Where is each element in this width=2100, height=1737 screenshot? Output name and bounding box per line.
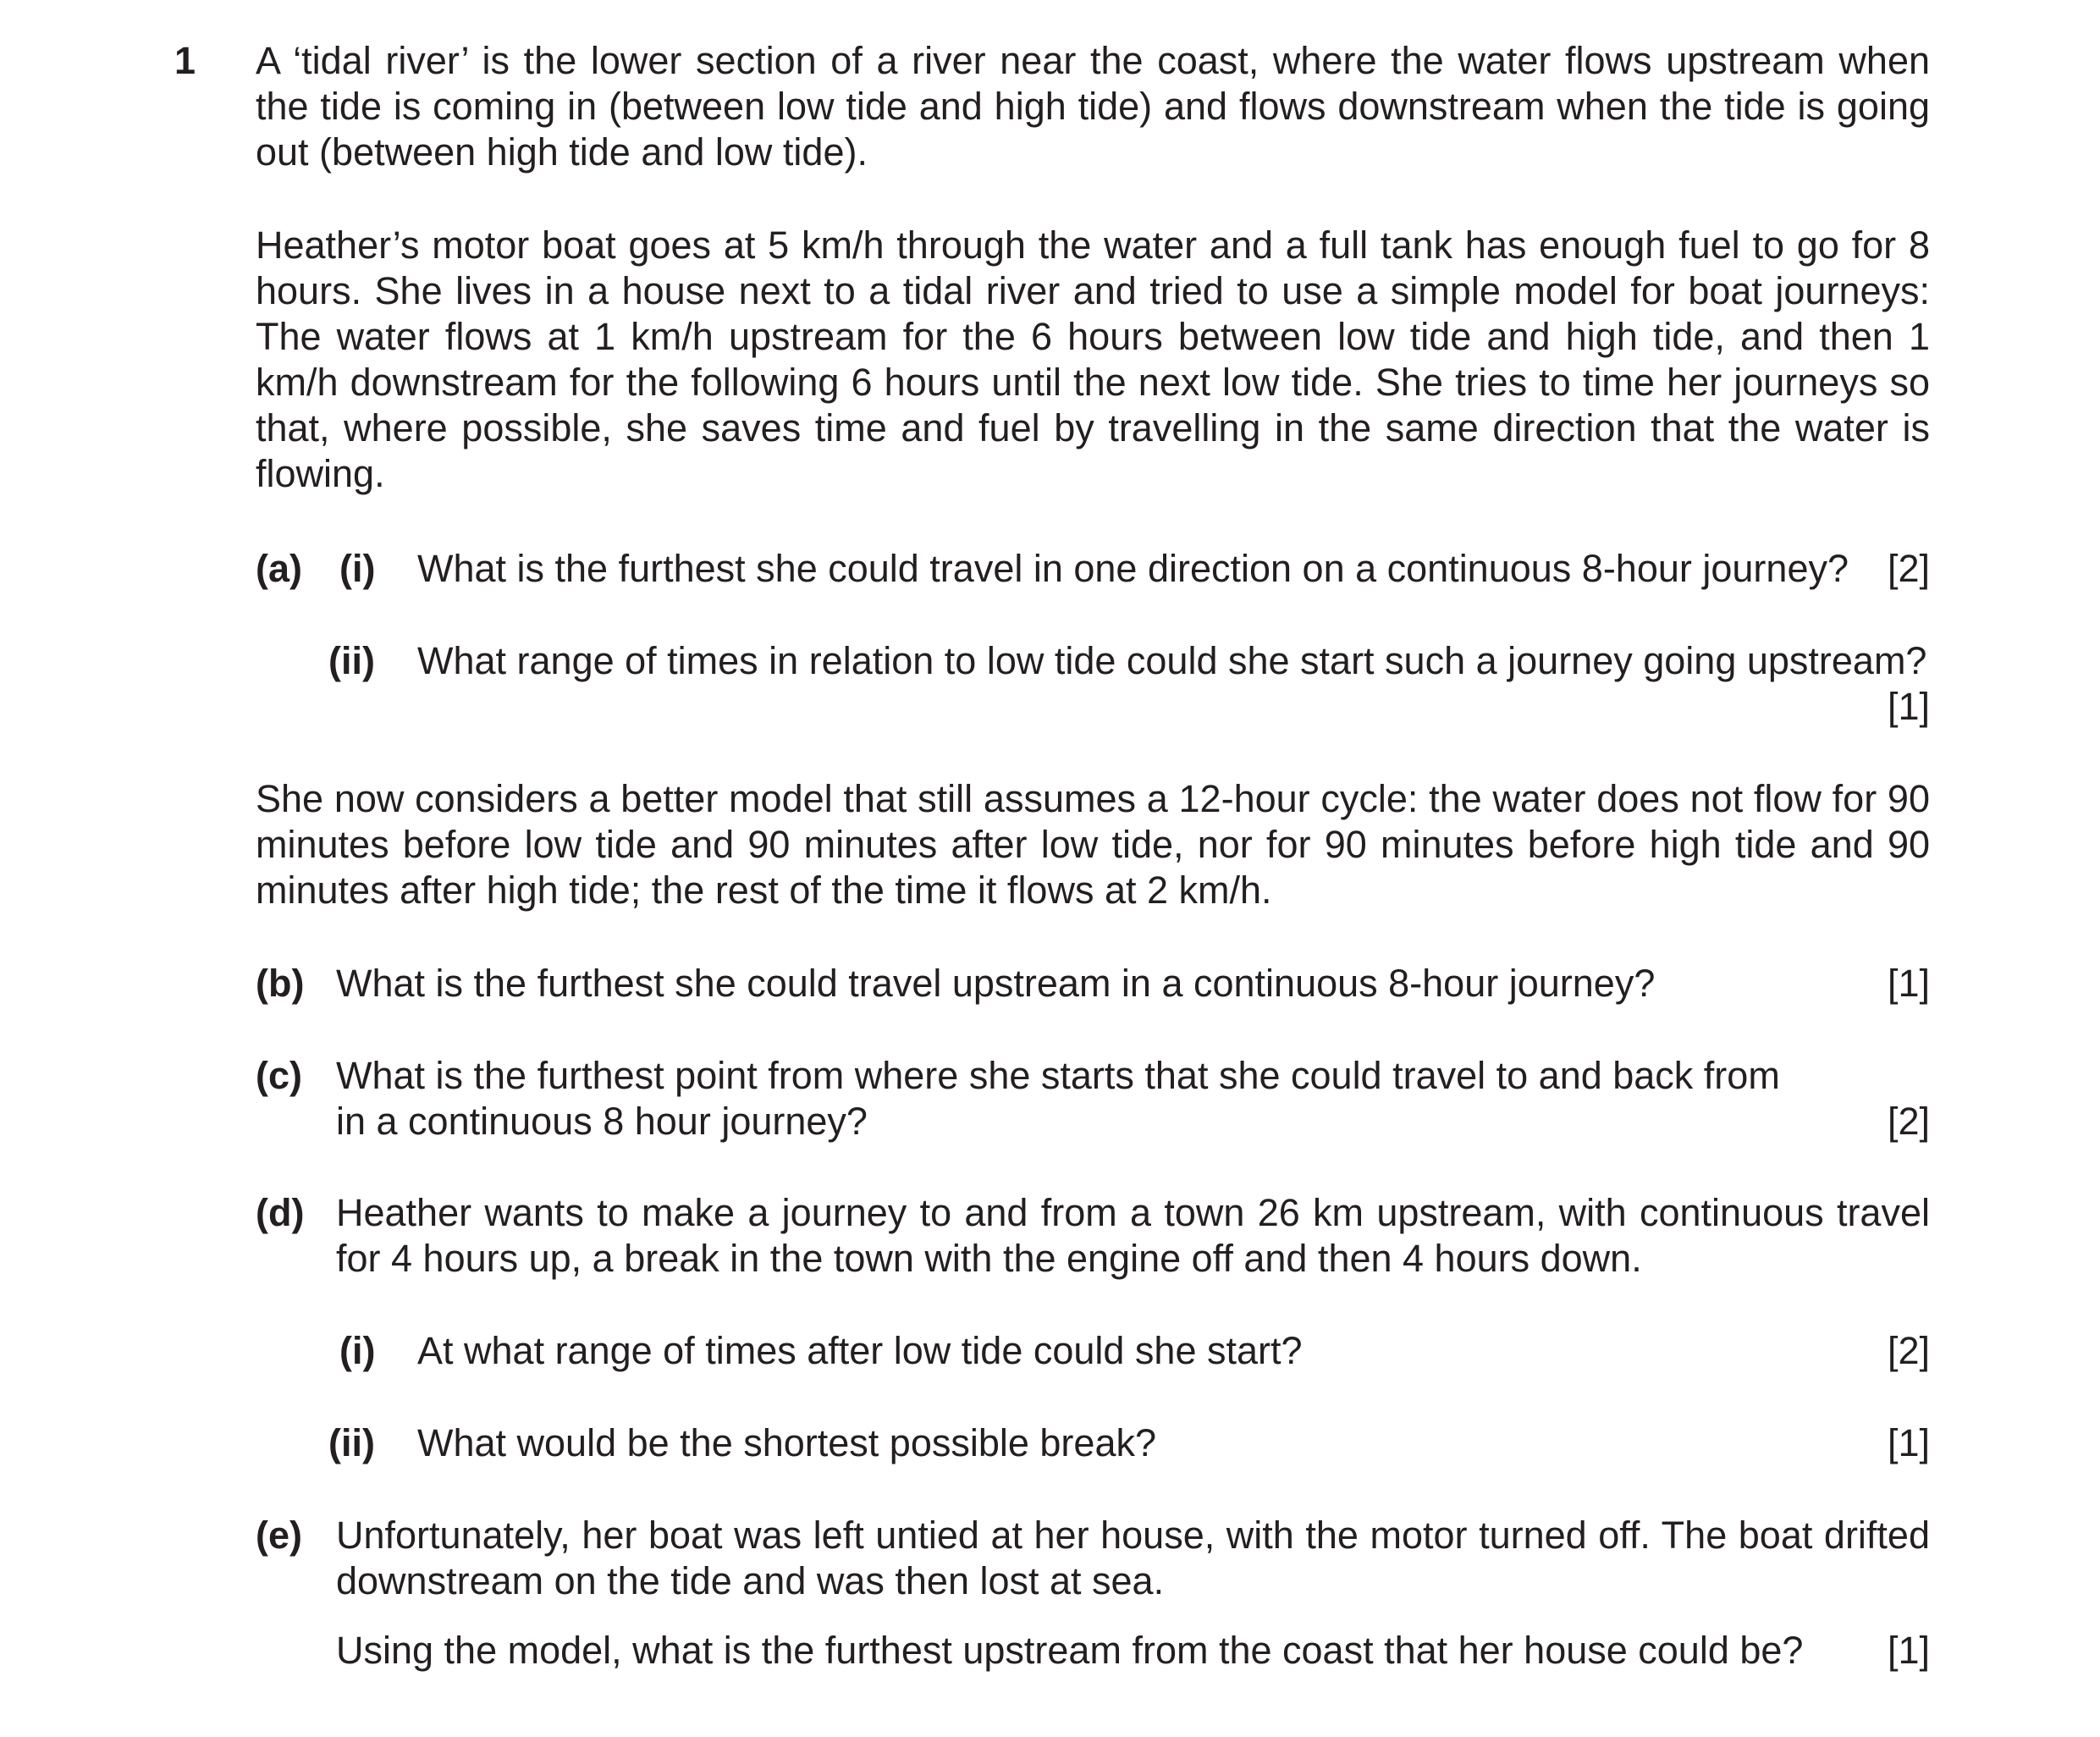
part-e-text: Unfortunately, her boat was left untied at her house, with the motor turned off. The boat drifted downstream on the tide and was then lost at sea. <box>336 1514 1930 1602</box>
part-d-i-text: At what range of times after low tide could she start? <box>417 1329 1303 1372</box>
part-a-ii-marks: [1] <box>1887 685 1930 728</box>
part-b-label: (b) <box>256 962 305 1005</box>
question-number: 1 <box>174 39 196 82</box>
part-d-i-marks: [2] <box>1887 1329 1930 1372</box>
part-c-marks: [2] <box>1887 1100 1930 1143</box>
part-a-i-text: What is the furthest she could travel in one direction on a continuous 8-hour journey? <box>417 547 1849 590</box>
part-a-ii-text: What range of times in relation to low tide could she start such a journey going upstream? <box>417 639 1927 682</box>
intro-paragraph: A ‘tidal river’ is the lower section of a river near the coast, where the water flows upstream when the tide is coming in (between low tide and high tide) and flows downstream when the tide is going out (between high tide and low tide). <box>256 39 1930 174</box>
part-b-marks: [1] <box>1887 962 1930 1005</box>
part-a-ii-label: (ii) <box>328 639 375 682</box>
model-two-paragraph: She now considers a better model that still assumes a 12-hour cycle: the water does not flow for 90 minutes before low tide and 90 minutes after low tide, nor for 90 minutes before high tide and 90 minutes after high tide; the rest of the time it flows at 2 km/h. <box>256 777 1930 912</box>
part-a-i-marks: [2] <box>1887 547 1930 590</box>
part-a-label: (a) <box>256 547 302 590</box>
part-e-question: Using the model, what is the furthest upstream from the coast that her house could be? <box>336 1629 1804 1672</box>
part-a-i-label: (i) <box>339 547 376 590</box>
part-d-ii-marks: [1] <box>1887 1421 1930 1464</box>
part-d-ii-label: (ii) <box>328 1421 375 1464</box>
part-c-label: (c) <box>256 1054 302 1097</box>
part-e-marks: [1] <box>1887 1629 1930 1672</box>
part-d-text: Heather wants to make a journey to and from a town 26 km upstream, with continuous travel for 4 hours up, a break in the town with the engine off and then 4 hours down. <box>336 1191 1930 1280</box>
part-d-i-label: (i) <box>339 1329 376 1372</box>
part-d-label: (d) <box>256 1191 305 1234</box>
part-e-label: (e) <box>256 1514 302 1557</box>
model-one-paragraph: Heather’s motor boat goes at 5 km/h through the water and a full tank has enough fuel to go for 8 hours. She lives in a house next to a tidal river and tried to use a simple model for boat journeys: The water flows at 1 km/h upstream for the 6 hours between low tide and high tide, and then 1 km/h downstream for the following 6 hours until the next low tide. She tries to time her journeys so that, where possible, she saves time and fuel by travelling in the same direction that the water is flowing. <box>256 223 1930 495</box>
part-d-ii-text: What would be the shortest possible break? <box>417 1421 1156 1464</box>
part-b-text: What is the furthest she could travel upstream in a continuous 8-hour journey? <box>336 962 1656 1005</box>
part-c-text: What is the furthest point from where she starts that she could travel to and back from in a continuous 8 hour journey? <box>336 1054 1780 1143</box>
